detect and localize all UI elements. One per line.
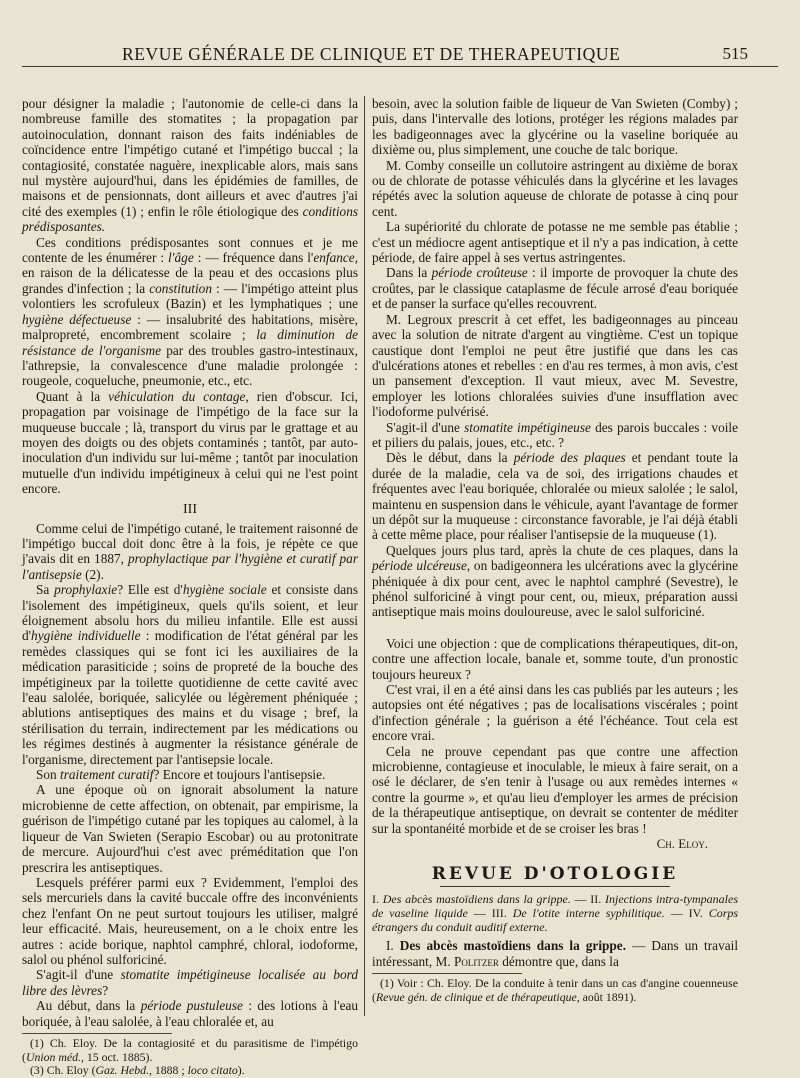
section-summary: I. Des abcès mastoïdiens dans la grippe. — II. Injections intra-tympanales de vaseline liquide — III. De l'otite interne syphilitique. — IV. Corps étrangers du conduit auditif externe.	[372, 892, 739, 934]
paragraph: Ces conditions prédisposantes sont connues et je me contente de les énumérer : l'âge : — fréquence dans l'enfance, en raison de la délicatesse de la peau et des occasions plus grandes d'infection ; la constitution : — l'impétigo atteint plus volontiers les scrofuleux (Bazin) et les lymphatiques ; une hygiène défectueuse : — insalubrité des habitations, misère, malpropreté, encombrement scolaire ; la diminution de résistance de l'organisme par des troubles gastro-intestinaux, l'athrepsie, la convalescence d'une maladie prolongée : rougeole, coqueluche, pneumonie, etc., etc.	[22, 234, 359, 389]
paragraph: Voici une objection : que de complications thérapeutiques, dit-on, contre une affection locale, banale et, somme toute, d'un pronostic toujours heureux ?	[372, 635, 738, 682]
paragraph: M. Comby conseille un collutoire astringent au dixième de borax ou de chlorate de potasse véhiculés dans la glycérine et les lavages répétés avec la solution aqueuse de chlorate de potasse à cinq pour cent.	[372, 157, 738, 219]
paragraph: S'agit-il d'une stomatite impétigineuse des parois buccales : voile et piliers du palais, joues, etc., etc. ?	[372, 419, 739, 450]
footnote: (1) Ch. Eloy. De la contagiosité et du parasitisme de l'impétigo (Union méd., 15 oct. 1885).	[22, 1035, 358, 1064]
paragraph: Son traitement curatif? Encore et toujours l'antisepsie.	[36, 767, 326, 783]
footnote: (3) Ch. Eloy (Gaz. Hebd., 1888 ; loco citato).	[30, 1063, 245, 1078]
page-number: 515	[722, 44, 748, 63]
footnote-rule	[22, 1033, 172, 1034]
footnote: (1) Voir : Ch. Eloy. De la conduite à tenir dans un cas d'angine couenneuse (Revue gén. de clinique et de thérapeutique, août 1891).	[372, 976, 738, 1004]
paragraph: S'agit-il d'une stomatite impétigineuse localisée au bord libre des lèvres?	[22, 967, 358, 998]
section-heading: REVUE D'OTOLOGIE	[431, 864, 679, 885]
footnote-rule	[372, 973, 522, 974]
paragraph: C'est vrai, il en a été ainsi dans les cas publiés par les auteurs ; les autopsies ont été négatives ; pas de localisations viscérales ; point d'infection générale ; la guérison a été l'échéance. Tout cela est encore vrai.	[372, 682, 738, 744]
column-divider	[364, 96, 365, 1016]
running-title: REVUE GÉNÉRALE DE CLINIQUE ET DE THERAPEUTIQUE	[122, 44, 621, 64]
paragraph: besoin, avec la solution faible de liqueur de Van Swieten (Comby) ; puis, dans l'intervalle des lotions, protéger les régions malades par les badigeonnages avec la glycérine ou la vaseline boriquée au dixième ou, plus simplement, une couche de talc borique.	[372, 96, 738, 158]
paragraph: Au début, dans la période pustuleuse : des lotions à l'eau boriquée, à l'eau salolée, à l'eau chloralée et, au	[22, 998, 359, 1029]
paragraph: Cela ne prouve cependant pas que contre une affection microbienne, contagieuse et inoculable, le mieux à faire serait, on a osé le déclarer, de s'en tenir à l'usage ou aux remèdes internes « contre la gourme », et qu'au lieu d'employer les armes de précision de la thérapeutique antiseptique, on devrait se contenter de méditer sur la spontanéité morbide et de se croiser les bras !	[372, 743, 738, 836]
paragraph: Quant à la véhiculation du contage, rien d'obscur. Ici, propagation par voisinage de l'impétigo de la face sur la muqueuse buccale ; là, transport du virus par le grattage et au moyen des doigts ou des objets contaminés ; tantôt, par auto-inoculation d'un individu sur lui-même ; tantôt par inoculation mutuelle d'un individu impétigineux à celui qui ne l'est point encore.	[22, 388, 358, 497]
paragraph: I. Des abcès mastoïdiens dans la grippe. — Dans un travail intéressant, M. Politzer démontre que, dans la	[372, 938, 739, 969]
paragraph: Dans la période croûteuse : il importe de provoquer la chute des croûtes, par le classique cataplasme de fécule arrosé d'eau boriquée et de panser la surface qu'elles recouvrent.	[372, 265, 739, 312]
heading-rule	[440, 886, 670, 887]
paragraph: Quelques jours plus tard, après la chute de ces plaques, dans la période ulcéreuse, on badigeonnera les ulcérations avec la glycérine phéniquée à dix pour cent, avec le naphtol camphré (Sevestre), le phénol sulforiciné à vingt pour cent, ou, mieux, préparation aussi antiseptique mais moins douloureuse, avec le salol sulforiciné.	[372, 542, 738, 620]
paragraph: pour désigner la maladie ; l'autonomie de celle-ci dans la nombreuse famille des stomatites ; la propagation par autoinoculation, donnant raison des faits indéniables de coïncidence entre l'impétigo cutané et l'impétigo buccal ; la contagiosité, constatée naguère, inexplicable alors, mais sans nul mystère aujourd'hui, dans les épidémies de familles, de maisons et de pensionnats, dont ailleurs et avec d'autres j'ai cité des exemples (1) ; enfin le rôle étiologique des conditions prédisposantes.	[22, 96, 359, 235]
paragraph: Sa prophylaxie? Elle est d'hygiène sociale et consiste dans l'isolement des impétigineux, quels qu'ils soient, et leur éloignement absolu hors du milieu infantile. Elle est aussi d'hygiène individuelle : modification de l'état général par les remèdes classiques qui se font ici les auxiliaires de la médication parasiticide ; soins de propreté de la bouche des impétigineux par la toilette quotidienne de cette cavité avec l'eau salolée, boriquée, salicylée ou légèrement phéniquée ; ablutions antiseptiques des mains et du visage ; bref, la stérilisation du terrain, indirectement par les médications ou les régimes destinés à augmenter la résistance générale de l'organisme, directement par l'antisepsie locale.	[22, 582, 358, 767]
paragraph: Dès le début, dans la période des plaques et pendant toute la durée de la maladie, cela va de soi, des irrigations chaudes et fréquentes avec l'eau boriquée, chloralée ou mieux salolée ; le salol, maintenu en suspension dans le véhicule, ayant l'avantage de former un dépôt sur la muqueuse : circonstance favorable, je l'ai déjà établi à cette même place, pour réaliser l'antisepsie de la muqueuse (1).	[372, 450, 738, 543]
left-column	[22, 96, 358, 1078]
paragraph: A une époque où on ignorait absolument la nature microbienne de cette affection, on obtenait, par empirisme, la guérison de l'impétigo cutané par les topiques au calomel, à la liqueur de Van Swieten (Serapio Escobar) ou au protonitrate de mercure. Aujourd'hui c'est avec préméditation que l'on prescrira les antiseptiques.	[22, 782, 358, 875]
section-number: III	[183, 501, 197, 517]
paragraph: M. Legroux prescrit à cet effet, les badigeonnages au pinceau avec la solution de nitrate d'argent au vingtième. C'est un topique caustique dont l'emploi ne peut être justifié que dans les cas d'ulcérations atones et rebelles : en d'au res termes, à mon avis, c'est un pansement d'exception. Il vaut mieux, avec M. Sevestre, employer les lotions chloralées suivies d'une insufflation avec l'iodoforme pulvérisé.	[372, 311, 738, 420]
right-column	[372, 96, 738, 1004]
section-gap	[372, 620, 738, 636]
running-header	[22, 40, 778, 67]
author-signature: Ch. Eloy.	[656, 836, 708, 852]
paragraph: Comme celui de l'impétigo cutané, le traitement raisonné de l'impétigo buccal doit donc être à la fois, je répète ce que j'avais dit en 1887, prophylactique par l'hygiène et curatif par l'antisepsie (2).	[22, 520, 359, 582]
paragraph: La supériorité du chlorate de potasse ne me semble pas établie ; c'est un médiocre agent antiseptique et il n'y a pas indication, à cette période, de faire appel à ses vertus astringentes.	[372, 219, 738, 266]
paragraph: Lesquels préférer parmi eux ? Evidemment, l'emploi des sels mercuriels dans la cavité buccale offre des inconvénients chez l'enfant On ne peut surtout toujours les utiliser, malgré leur efficacité. Mais, heureusement, on a le choix entre les autres : acide borique, naphtol camphré, chloral, iodoforme, salol ou phénol sulforiciné.	[22, 874, 358, 967]
